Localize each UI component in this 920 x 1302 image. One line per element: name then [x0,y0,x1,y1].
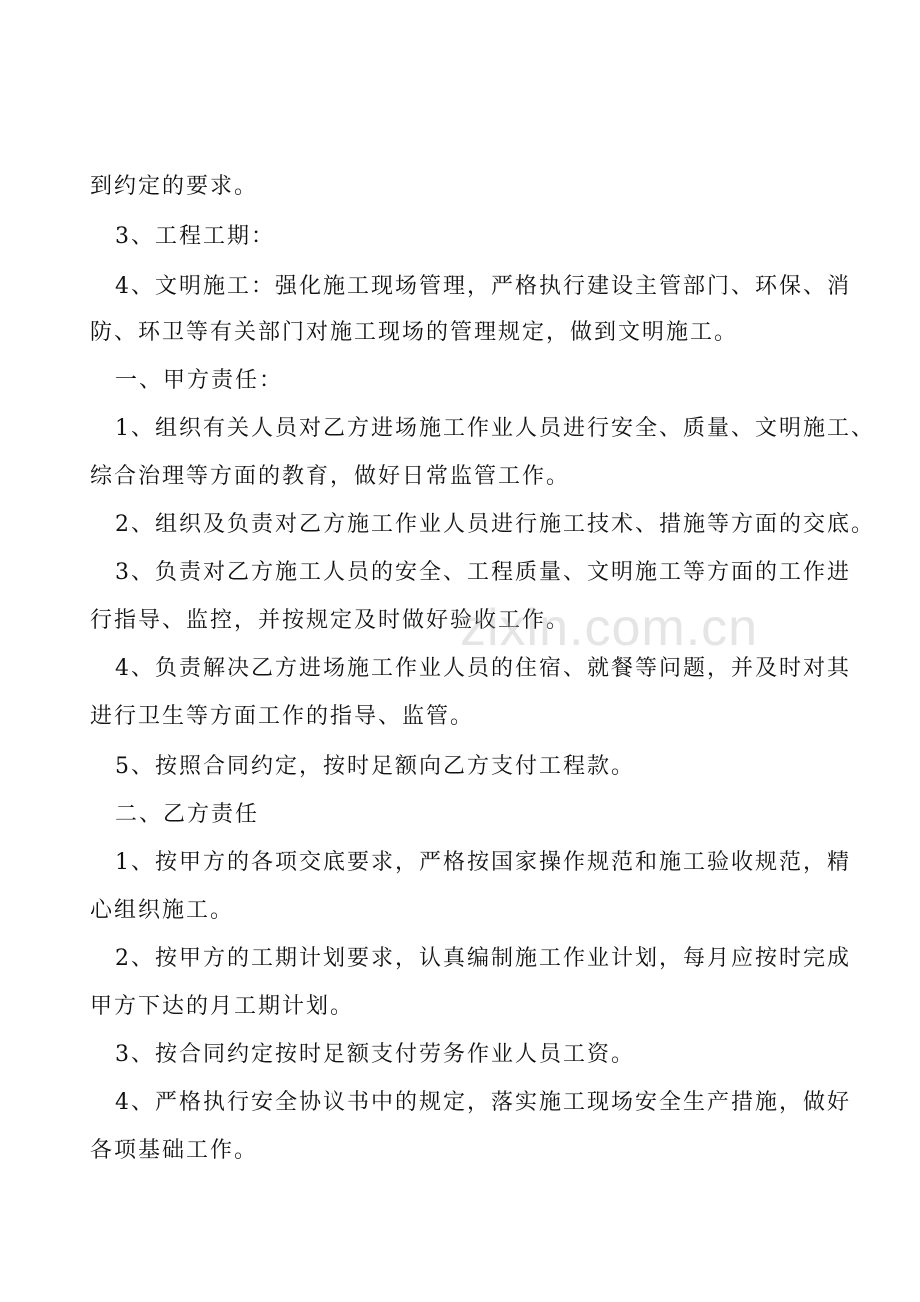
text-line: 2、按甲方的工期计划要求，认真编制施工作业计划，每月应按时完成 [115,946,851,971]
text-line: 5、按照合同约定，按时足额向乙方支付工程款。 [115,754,635,779]
text-line: 行指导、监控，并按规定及时做好验收工作。 [90,608,571,633]
text-line: 1、按甲方的各项交底要求，严格按国家操作规范和施工验收规范，精 [115,850,851,875]
text-line: 防、环卫等有关部门对施工现场的管理规定，做到文明施工。 [90,320,739,345]
text-line: 进行卫生等方面工作的指导、监管。 [90,704,475,729]
section-heading: 一、甲方责任： [115,368,284,393]
section-heading: 二、乙方责任 [115,802,260,827]
text-line: 4、文明施工：强化施工现场管理，严格执行建设主管部门、环保、消 [115,274,851,299]
text-line: 2、组织及负责对乙方施工作业人员进行施工技术、措施等方面的交底。 [115,512,875,537]
text-line: 综合治理等方面的教育，做好日常监管工作。 [90,464,571,489]
watermark: zixin.com.cn [460,599,759,657]
text-line: 甲方下达的月工期计划。 [90,994,355,1019]
text-line: 4、负责解决乙方进场施工作业人员的住宿、就餐等问题，并及时对其 [115,656,851,681]
text-line: 3、按合同约定按时足额支付劳务作业人员工资。 [115,1042,635,1067]
text-line: 到约定的要求。 [90,174,259,199]
text-line: 各项基础工作。 [90,1138,259,1163]
text-line: 心组织施工。 [90,898,235,923]
text-line: 1、组织有关人员对乙方进场施工作业人员进行安全、质量、文明施工、 [115,416,875,441]
text-line: 3、负责对乙方施工人员的安全、工程质量、文明施工等方面的工作进 [115,560,851,585]
text-line: 4、严格执行安全协议书中的规定，落实施工现场安全生产措施，做好 [115,1090,851,1115]
text-line: 3、工程工期： [115,224,275,249]
